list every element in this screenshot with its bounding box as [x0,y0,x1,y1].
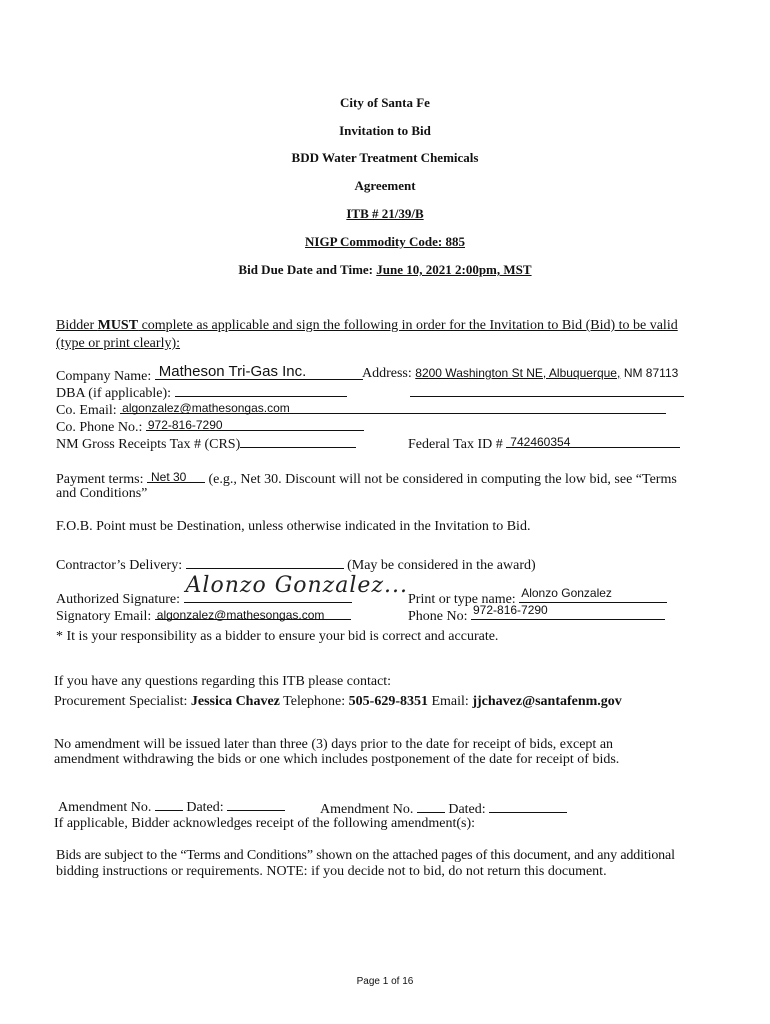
sig-email-value: algonzalez@mathesongas.com [156,608,325,622]
payment-row [56,469,677,488]
delivery-field[interactable] [186,555,344,569]
contact-email-value[interactable]: jjchavez@santafenm.gov [472,694,622,709]
contact-email-label: Email: [427,694,473,709]
sig-phone-label: Phone No: [408,609,471,624]
amendment-1-row [58,797,285,816]
payment-value: Net 30 [151,470,187,484]
auth-sig-label: Authorized Signature: [56,592,184,607]
due-date-label: Bid Due Date and Time: [238,262,377,277]
fed-tax-label: Federal Tax ID # [408,437,507,452]
instructions-prefix: Bidder [56,318,98,333]
amendment-2-no-label: Amendment No. [320,802,417,817]
nm-tax-label: NM Gross Receipts Tax # (CRS) [56,437,241,452]
responsibility-note: * It is your responsibility as a bidder to ensure your bid is correct and accurate. [56,629,499,644]
project-title: BDD Water Treatment Chemicals [291,150,479,165]
instructions-line2: (type or print clearly): [56,336,181,351]
dba-field[interactable] [175,383,347,397]
city-title: City of Santa Fe [340,95,430,110]
auth-sig-field[interactable] [184,573,409,603]
fed-tax-field[interactable] [506,434,680,448]
agreement-title: Agreement [354,178,416,193]
dba-label: DBA (if applicable): [56,386,175,401]
due-date-line [0,262,770,278]
company-label: Company Name: [56,369,155,384]
delivery-row [56,555,536,574]
phone-value: 972-816-7290 [147,418,223,432]
fed-tax-row [408,434,680,453]
payment-field[interactable] [147,469,205,483]
payment-rest: (e.g., Net 30. Discount will not be considered in computing the low bid, see “Terms [205,472,677,487]
signature-image: Alonzo Gonzalez... [185,573,409,598]
sig-email-row [56,606,351,625]
specialist-name: Jessica Chavez [190,694,280,709]
address-value-2[interactable]: NM 87113 [623,366,679,380]
address-line-2[interactable] [410,383,684,397]
page-number: Page 1 of 16 [356,976,414,987]
sig-email-label: Signatory Email: [56,609,155,624]
company-value: Matheson Tri-Gas Inc. [158,363,307,380]
sig-phone-value: 972-816-7290 [473,603,548,617]
company-field[interactable] [155,363,363,380]
amendment-notice-line2: amendment withdrawing the bids or one which includes postponement of the date for receipt of bids. [54,752,620,767]
instructions-must: MUST [97,318,139,333]
contact-row [54,694,622,710]
due-date-value: June 10, 2021 2:00pm, MST [376,262,532,277]
payment-line2: and Conditions” [56,486,148,501]
payment-label: Payment terms: [56,472,147,487]
print-name-value: Alonzo Gonzalez [521,586,612,600]
amendment-2-no-field[interactable] [417,799,445,813]
specialist-label: Procurement Specialist: [54,694,191,709]
email-label: Co. Email: [56,403,121,418]
amendment-2-date-field[interactable] [489,799,567,813]
instructions-rest: complete as applicable and sign the following in order for the Invitation to Bid (Bid) to be valid [138,318,678,333]
phone-field[interactable] [146,417,364,431]
contact-intro: If you have any questions regarding this ITB please contact: [54,674,392,689]
instructions-line1 [56,318,678,334]
amendment-2-dated-label: Dated: [444,802,490,817]
phone-label: Co. Phone No.: [56,420,146,435]
amendment-1-no-label: Amendment No. [58,800,155,815]
nigp-code: NIGP Commodity Code: 885 [305,234,465,249]
itb-number: ITB # 21/39/B [346,206,424,221]
tel-label: Telephone: [279,694,349,709]
address-label: Address: [362,366,416,381]
nm-tax-row [56,434,356,453]
amendment-ack: If applicable, Bidder acknowledges receipt of the following amendment(s): [54,816,476,831]
fob-text: F.O.B. Point must be Destination, unless otherwise indicated in the Invitation to Bid. [56,519,531,534]
address-row [362,366,678,382]
nm-tax-field[interactable] [240,434,356,448]
amendment-1-date-field[interactable] [227,797,285,811]
print-name-label: Print or type name: [408,592,520,607]
print-name-field[interactable] [519,586,667,603]
sig-phone-field[interactable] [471,603,665,620]
sig-phone-row [408,603,665,625]
tel-value: 505-629-8351 [348,694,428,709]
sig-email-field[interactable] [155,606,351,620]
amendment-notice-line1: No amendment will be issued later than three (3) days prior to the date for receipt of bids, except an [54,737,614,752]
email-field[interactable] [120,400,666,414]
terms-line1: Bids are subject to the “Terms and Conditions” shown on the attached pages of this document, and any additional [56,848,675,863]
fed-tax-value: 742460354 [510,435,571,449]
amendment-1-no-field[interactable] [155,797,183,811]
email-value: algonzalez@mathesongas.com [122,401,290,415]
address-value[interactable]: 8200 Washington St NE, Albuquerque, [415,366,621,380]
delivery-rest: (May be considered in the award) [343,558,536,573]
amendment-1-dated-label: Dated: [182,800,228,815]
terms-line2: bidding instructions or requirements. NOTE: if you decide not to bid, do not return this document. [56,864,607,879]
invitation-title: Invitation to Bid [339,123,431,138]
delivery-label: Contractor’s Delivery: [56,558,186,573]
